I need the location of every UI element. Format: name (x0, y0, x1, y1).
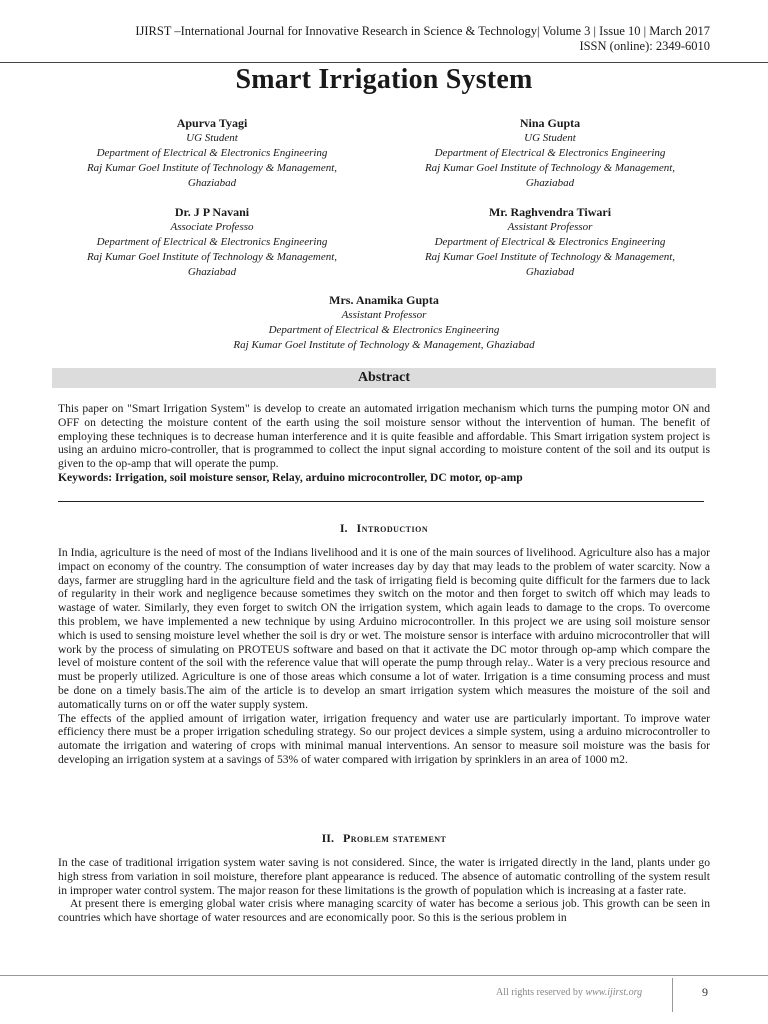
paragraph: In India, agriculture is the need of most of the Indians livelihood and it is one of the main sources of livelihood. Agriculture also has a major impact on economy of the country. The consumption of water increases day by day that may leads to the problem of water scarcity. Now a days, farmer are struggling hard in the agriculture field and the task of irrigating field is becoming quite difficult for the farmers due to lack of regularity in their work and negligence because sometimes they switch on the motor and then forget to switch off which may leads to wastage of water. Similarly, they even forget to switch ON the irrigation system, which again leads to damage to the crops. To overcome this problem, we have implemented a new technique by using Arduino microcontroller. In this project we are using soil moisture sensor which is used to sensing moisture level whether the soil is dry or wet. The moisture sensor is interface with arduino microcontroller that will work by the process of simulating on PROTEUS software and based on that it activate the DC motor through op-amp which compare the level of moisture content of the soil with the reference value that will operate the pump through relay.. Water is a very precious resource and must be properly utilized. Agriculture is one of those areas which consume a lot of water. Irrigation is a time consuming process and must be done on a timely basis.The aim of the article is to develop an smart irrigation system which measures the moisture of the soil and automatically turns on or off the water supply system. (58, 546, 710, 711)
journal-header (50, 24, 710, 54)
author-institute: Raj Kumar Goel Institute of Technology & Management, (86, 162, 338, 174)
paper-title: Smart Irrigation System (235, 64, 533, 95)
section-number: I. (339, 521, 348, 535)
author-institute: Raj Kumar Goel Institute of Technology & Management, (424, 251, 676, 263)
author-institute: Raj Kumar Goel Institute of Technology & Management, (86, 251, 338, 263)
author-institute: Raj Kumar Goel Institute of Technology & Management, Ghaziabad (233, 339, 535, 351)
rights-text: All rights reserved by (496, 987, 586, 998)
footer-divider (0, 975, 768, 976)
author-city: Ghaziabad (187, 177, 237, 189)
problem-statement-body (58, 856, 710, 925)
author-city: Ghaziabad (187, 266, 237, 278)
author-name: Nina Gupta (519, 116, 581, 130)
section-number: II. (321, 831, 334, 845)
section-title: Problem statement (342, 831, 447, 845)
paragraph: At present there is emerging global water crisis where managing scarcity of water has become a serious job. This growth can be seen in countries which have shortage of water resources and are economically poor. So this is the serious problem in (58, 897, 710, 925)
page-number: 9 (672, 978, 737, 1012)
author-city: Ghaziabad (525, 177, 575, 189)
author-department: Department of Electrical & Electronics Engineering (434, 147, 666, 159)
abstract-body (58, 402, 710, 485)
author-department: Department of Electrical & Electronics Engineering (96, 236, 328, 248)
section-title: Introduction (356, 521, 429, 535)
abstract-text: This paper on "Smart Irrigation System" is develop to create an automated irrigation mechanism which turns the pumping motor ON and OFF on detecting the moisture content of the earth using the soil moisture sensor without the intervention of human. The benefit of employing these techniques is to decrease human interference and it is quite feasible and affordable. This Smart irrigation system project is using an arduino micro-controller, that is programmed to collect the input signal according to moisture content of the soil and its output is given to the op-amp that will operate the pump. (58, 402, 710, 471)
author-role: UG Student (524, 132, 576, 144)
introduction-body (58, 546, 710, 767)
author-block (52, 204, 372, 280)
author-block (104, 292, 664, 353)
issn-line: ISSN (online): 2349-6010 (579, 39, 710, 53)
abstract-divider (58, 501, 704, 502)
author-name: Mr. Raghvendra Tiwari (488, 205, 612, 219)
author-department: Department of Electrical & Electronics Engineering (434, 236, 666, 248)
author-block (390, 204, 710, 280)
author-institute: Raj Kumar Goel Institute of Technology & Management, (424, 162, 676, 174)
author-name: Mrs. Anamika Gupta (329, 293, 439, 307)
journal-line: IJIRST –International Journal for Innovative Research in Science & Technology| Volume 3 | Issue 10 | March 2017 (135, 24, 710, 38)
author-role: Associate Professo (170, 221, 254, 233)
author-block (52, 115, 372, 191)
abstract-heading: Abstract (52, 368, 716, 388)
paragraph: The effects of the applied amount of irrigation water, irrigation frequency and water use are particularly important. To improve water efficiency there must be a proper irrigation scheduling strategy. So our project devices a simple system, using a arduino microcontroller to automate the irrigation and watering of crops with minimal manual interventions. An sensor to measure soil moisture was the basis for developing an irrigation system at a savings of 53% of water compared with irrigation by sprinklers in an area of 1000 m2. (58, 711, 710, 766)
site-link[interactable]: www.ijirst.org (585, 987, 643, 998)
section-heading-problem-statement (0, 831, 768, 846)
author-role: UG Student (186, 132, 238, 144)
author-department: Department of Electrical & Electronics Engineering (268, 324, 500, 336)
author-block (390, 115, 710, 191)
keywords: Keywords: Irrigation, soil moisture sensor, Relay, arduino microcontroller, DC motor, op-amp (58, 470, 523, 484)
author-name: Dr. J P Navani (174, 205, 250, 219)
footer-rights (496, 987, 642, 998)
section-heading-introduction (0, 521, 768, 536)
paragraph: In the case of traditional irrigation system water saving is not considered. Since, the water is irrigated directly in the land, plants under go high stress from variation in soil moisture, therefore plant appearance is reduced. The absence of automatic controlling of the system result in improper water control system. The major reason for these limitations is the growth of population which is increasing at a faster rate. (58, 856, 710, 897)
author-city: Ghaziabad (525, 266, 575, 278)
header-divider (0, 62, 768, 63)
author-role: Assistant Professor (507, 221, 593, 233)
author-role: Assistant Professor (341, 309, 427, 321)
author-name: Apurva Tyagi (176, 116, 248, 130)
author-department: Department of Electrical & Electronics Engineering (96, 147, 328, 159)
